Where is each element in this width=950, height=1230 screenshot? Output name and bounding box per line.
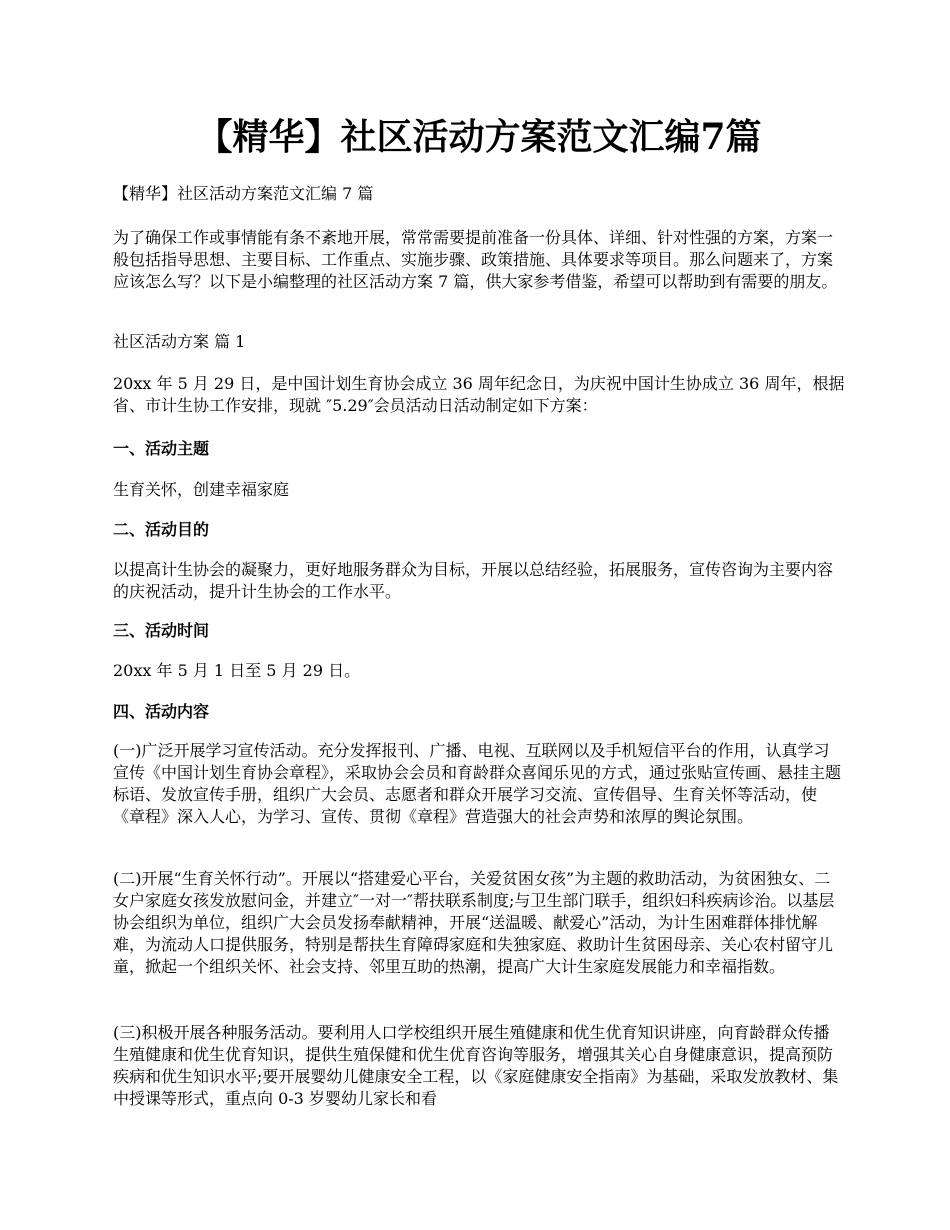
purpose-paragraph: 以提高计生协会的凝聚力，更好地服务群众为目标，开展以总结经验，拓展服务，宣传咨询为主要内容的庆祝活动，提升计生协会的工作水平。 (113, 560, 834, 601)
document-title: 【精华】社区活动方案范文汇编7篇 (196, 116, 762, 158)
heading-content: 四、活动内容 (113, 702, 210, 721)
heading-time: 三、活动时间 (113, 621, 210, 640)
document-subtitle: 【精华】社区活动方案范文汇编 7 篇 (113, 184, 374, 203)
content-item-3: (三)积极开展各种服务活动。要利用人口学校组织开展生殖健康和优生优育知识讲座，向育龄群众传播生殖健康和优生优育知识，提供生殖保健和优生优育咨询等服务，增强其关心自身健康意识，提高预防疾病和优生知识水平;要开展婴幼儿健康安全工程，以《家庭健康安全指南》为基础，采取发放教材、集中授课等形式，重点向 0-3 岁婴幼儿家长和看 (113, 1023, 839, 1108)
content-item-1: (一)广泛开展学习宣传活动。充分发挥报刊、广播、电视、互联网以及手机短信平台的作用，认真学习宣传《中国计划生育协会章程》，采取协会会员和育龄群众喜闻乐见的方式，通过张贴宣传画、悬挂主题标语、发放宣传手册，组织广大会员、志愿者和群众开展学习交流、宣传倡导、生育关怀等活动，使《章程》深入人心，为学习、宣传、贯彻《章程》营造强大的社会声势和浓厚的舆论氛围。 (113, 741, 842, 826)
date-paragraph: 20xx 年 5 月 29 日，是中国计划生育协会成立 36 周年纪念日，为庆祝中国计生协成立 36 周年，根据省、市计生协工作安排，现就 ″5.29″会员活动日活动制定如下方案： (113, 374, 845, 415)
content-item-2: (二)开展“生育关怀行动”。开展以“搭建爱心平台，关爱贫困女孩”为主题的救助活动，为贫困独女、二女户家庭女孩发放慰问金，并建立″一对一″帮扶联系制度;与卫生部门联手，组织妇科疾病诊治。以基层协会组织为单位，组织广大会员发扬奉献精神，开展“送温暖、献爱心”活动，为计生困难群体排忧解难，为流动人口提供服务，特别是帮扶生育障碍家庭和失独家庭、救助计生贫困母亲、关心农村留守儿童，掀起一个组织关怀、社会支持、邻里互助的热潮，提高广大计生家庭发展能力和幸福指数。 (113, 869, 835, 976)
time-paragraph: 20xx 年 5 月 1 日至 5 月 29 日。 (113, 661, 361, 680)
heading-theme: 一、活动主题 (113, 439, 210, 458)
theme-paragraph: 生育关怀，创建幸福家庭 (113, 480, 290, 499)
section-label: 社区活动方案 篇 1 (113, 332, 246, 351)
intro-paragraph: 为了确保工作或事情能有条不紊地开展，常常需要提前准备一份具体、详细、针对性强的方案，方案一般包括指导思想、主要目标、工作重点、实施步骤、政策措施、具体要求等项目。那么问题来了，方案应该怎么写？以下是小编整理的社区活动方案 7 篇，供大家参考借鉴，希望可以帮助到有需要的朋友。 (113, 228, 838, 291)
heading-purpose: 二、活动目的 (113, 520, 210, 539)
